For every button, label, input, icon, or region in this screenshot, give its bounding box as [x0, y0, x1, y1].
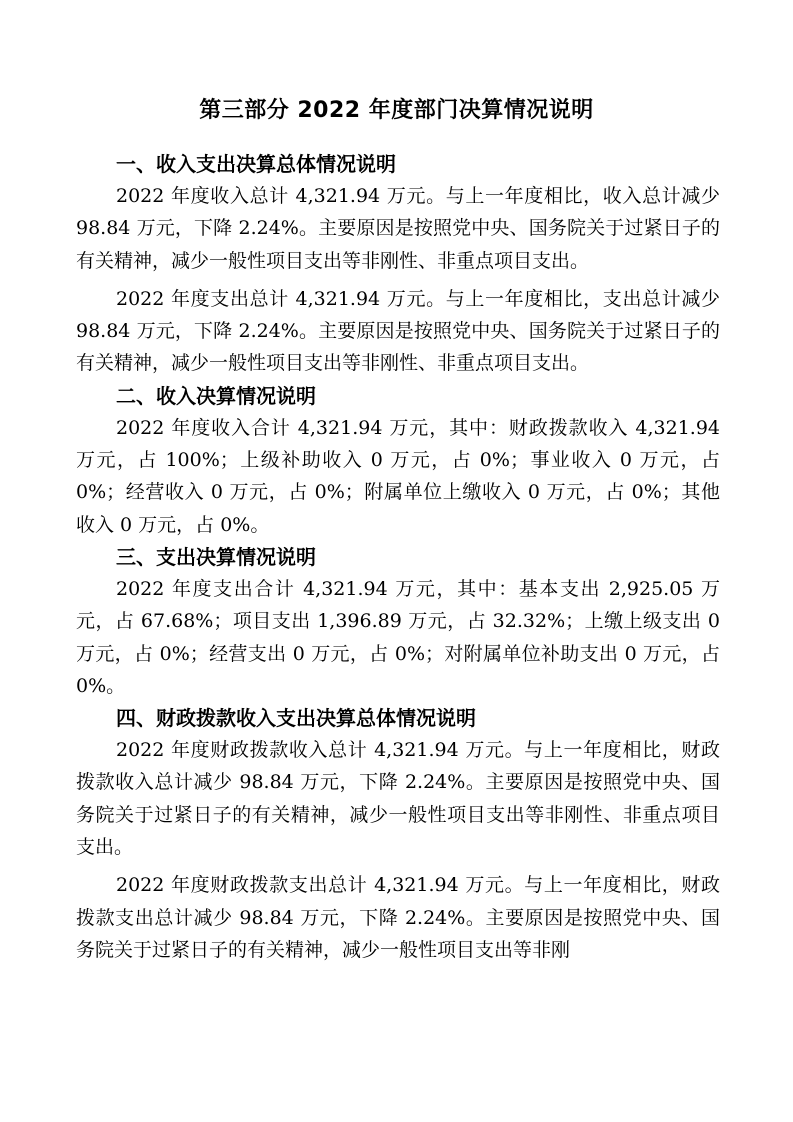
paragraph-fiscal-expense: 2022 年度财政拨款支出总计 4,321.94 万元。与上一年度相比，财政拨款支出总计减少 98.84 万元，下降 2.24%。主要原因是按照党中央、国务院关于过紧日子的有关精神，减少一般性项目支出等非刚 [76, 874, 720, 961]
section-heading-expense: 三、支出决算情况说明 [116, 544, 316, 569]
document-body [76, 148, 720, 966]
paragraph-expense-detail: 2022 年度支出合计 4,321.94 万元，其中：基本支出 2,925.05 万元，占 67.68%；项目支出 1,396.89 万元，占 32.32%；上缴上级支出 0 万元，占 0%；经营支出 0 万元，占 0%；对附属单位补助支出 0 万元，占 0%。 [76, 577, 720, 697]
section-heading-fiscal: 四、财政拨款收入支出决算总体情况说明 [116, 706, 476, 731]
paragraph-income-detail: 2022 年度收入合计 4,321.94 万元，其中：财政拨款收入 4,321.94 万元，占 100%；上级补助收入 0 万元，占 0%；事业收入 0 万元，占 0%；经营收入 0 万元，占 0%；附属单位上缴收入 0 万元，占 0%；其他收入 0 万元，占 0%。 [76, 416, 720, 536]
paragraph-expense-total: 2022 年度支出总计 4,321.94 万元。与上一年度相比，支出总计减少 98.84 万元，下降 2.24%。主要原因是按照党中央、国务院关于过紧日子的有关精神，减少一般性项目支出等非刚性、非重点项目支出。 [76, 287, 720, 375]
section-heading-overall: 一、收入支出决算总体情况说明 [116, 152, 396, 176]
section-heading-income: 二、收入决算情况说明 [116, 383, 316, 408]
page-title: 第三部分 2022 年度部门决算情况说明 [199, 98, 594, 123]
paragraph-income-total: 2022 年度收入总计 4,321.94 万元。与上一年度相比，收入总计减少 98.84 万元，下降 2.24%。主要原因是按照党中央、国务院关于过紧日子的有关精神，减少一般性项目支出等非刚性、非重点项目支出。 [76, 185, 720, 272]
paragraph-fiscal-income: 2022 年度财政拨款收入总计 4,321.94 万元。与上一年度相比，财政拨款收入总计减少 98.84 万元，下降 2.24%。主要原因是按照党中央、国务院关于过紧日子的有关精神，减少一般性项目支出等非刚性、非重点项目支出。 [76, 739, 720, 859]
